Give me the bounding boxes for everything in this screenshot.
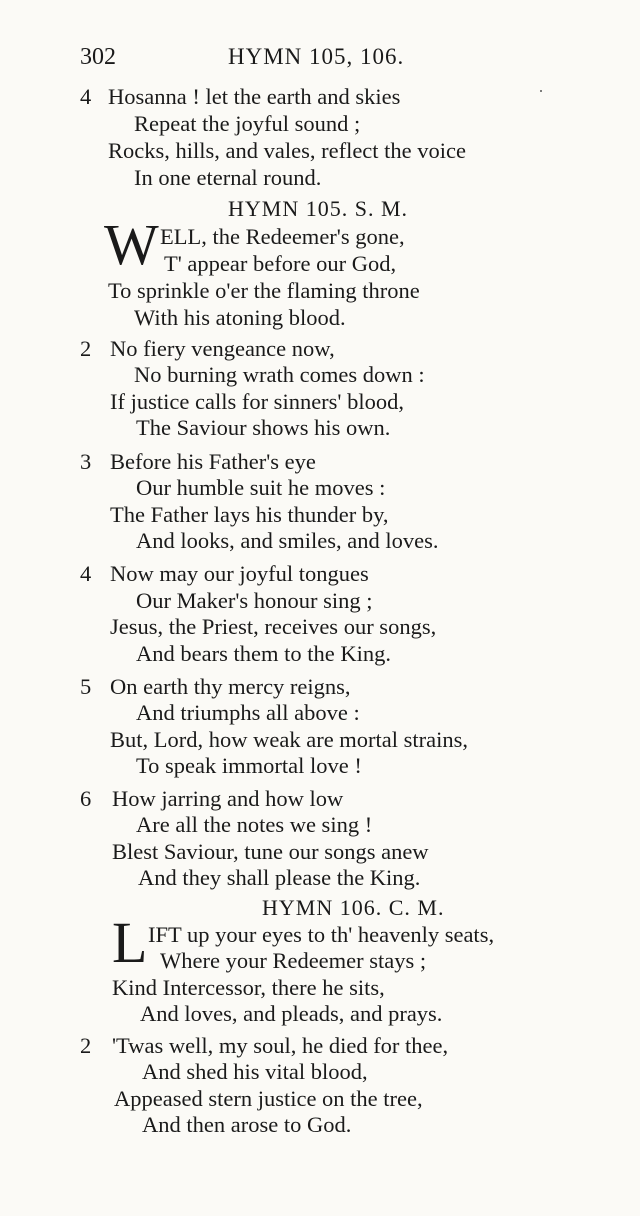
verse-line: T' appear before our God, [164,251,397,276]
drop-cap: W [104,212,157,277]
running-title: HYMN 105, 106. [228,44,405,69]
verse-line: How jarring and how low [112,786,344,811]
verse-line: In one eternal round. [134,165,322,190]
verse-line: And shed his vital blood, [142,1059,368,1084]
verse-line: Where your Redeemer stays ; [160,948,427,973]
verse-line: With his atoning blood. [134,305,346,330]
verse-line: Hosanna ! let the earth and skies [108,84,401,109]
verse-line: If justice calls for sinners' blood, [110,389,404,414]
verse-line: On earth thy mercy reigns, [110,674,351,699]
stanza-number: 2 [80,336,92,361]
hymn-105-title: HYMN 105. S. M. [228,196,409,221]
page-number: 302 [80,44,116,70]
verse-line: And then arose to God. [142,1112,352,1137]
stanza-number: 5 [80,674,92,699]
verse-line: The Saviour shows his own. [136,415,391,440]
verse-line: And looks, and smiles, and loves. [136,528,439,553]
stanza-number: 2 [80,1033,92,1058]
stanza-number: 3 [80,449,92,474]
verse-line: 'Twas well, my soul, he died for thee, [112,1033,449,1058]
verse-line: Jesus, the Priest, receives our songs, [110,614,437,639]
verse-line: To sprinkle o'er the flaming throne [108,278,420,303]
verse-line: No burning wrath comes down : [134,362,425,387]
verse-line: And they shall please the King. [138,865,421,890]
hymn-106-title: HYMN 106. C. M. [262,895,445,920]
verse-line: Now may our joyful tongues [110,561,369,586]
verse-line: Before his Father's eye [110,449,316,474]
drop-cap: L [112,910,146,975]
verse-line: Rocks, hills, and vales, reflect the voice [108,138,467,163]
verse-line: Blest Saviour, tune our songs anew [112,839,429,864]
verse-line: And loves, and pleads, and prays. [140,1001,443,1026]
verse-line: And bears them to the King. [136,641,391,666]
verse-line: Are all the notes we sing ! [136,812,373,837]
verse-line: ELL, the Redeemer's gone, [160,224,405,249]
stanza-number: 4 [80,84,92,109]
verse-line: Repeat the joyful sound ; [134,111,361,136]
verse-line: But, Lord, how weak are mortal strains, [110,727,469,752]
verse-line: The Father lays his thunder by, [110,502,389,527]
verse-line: Our humble suit he moves : [136,475,386,500]
verse-line: Our Maker's honour sing ; [136,588,373,613]
stanza-number: 6 [80,786,92,811]
verse-line: To speak immortal love ! [136,753,362,778]
verse-line: Appeased stern justice on the tree, [114,1086,423,1111]
stanza-number: 4 [80,561,92,586]
verse-line: No fiery vengeance now, [110,336,335,361]
print-fleck [540,90,542,92]
verse-line: Kind Intercessor, there he sits, [112,975,385,1000]
verse-line: And triumphs all above : [136,700,360,725]
verse-line: IFT up your eyes to th' heavenly seats, [148,922,495,947]
page-header [80,44,580,74]
